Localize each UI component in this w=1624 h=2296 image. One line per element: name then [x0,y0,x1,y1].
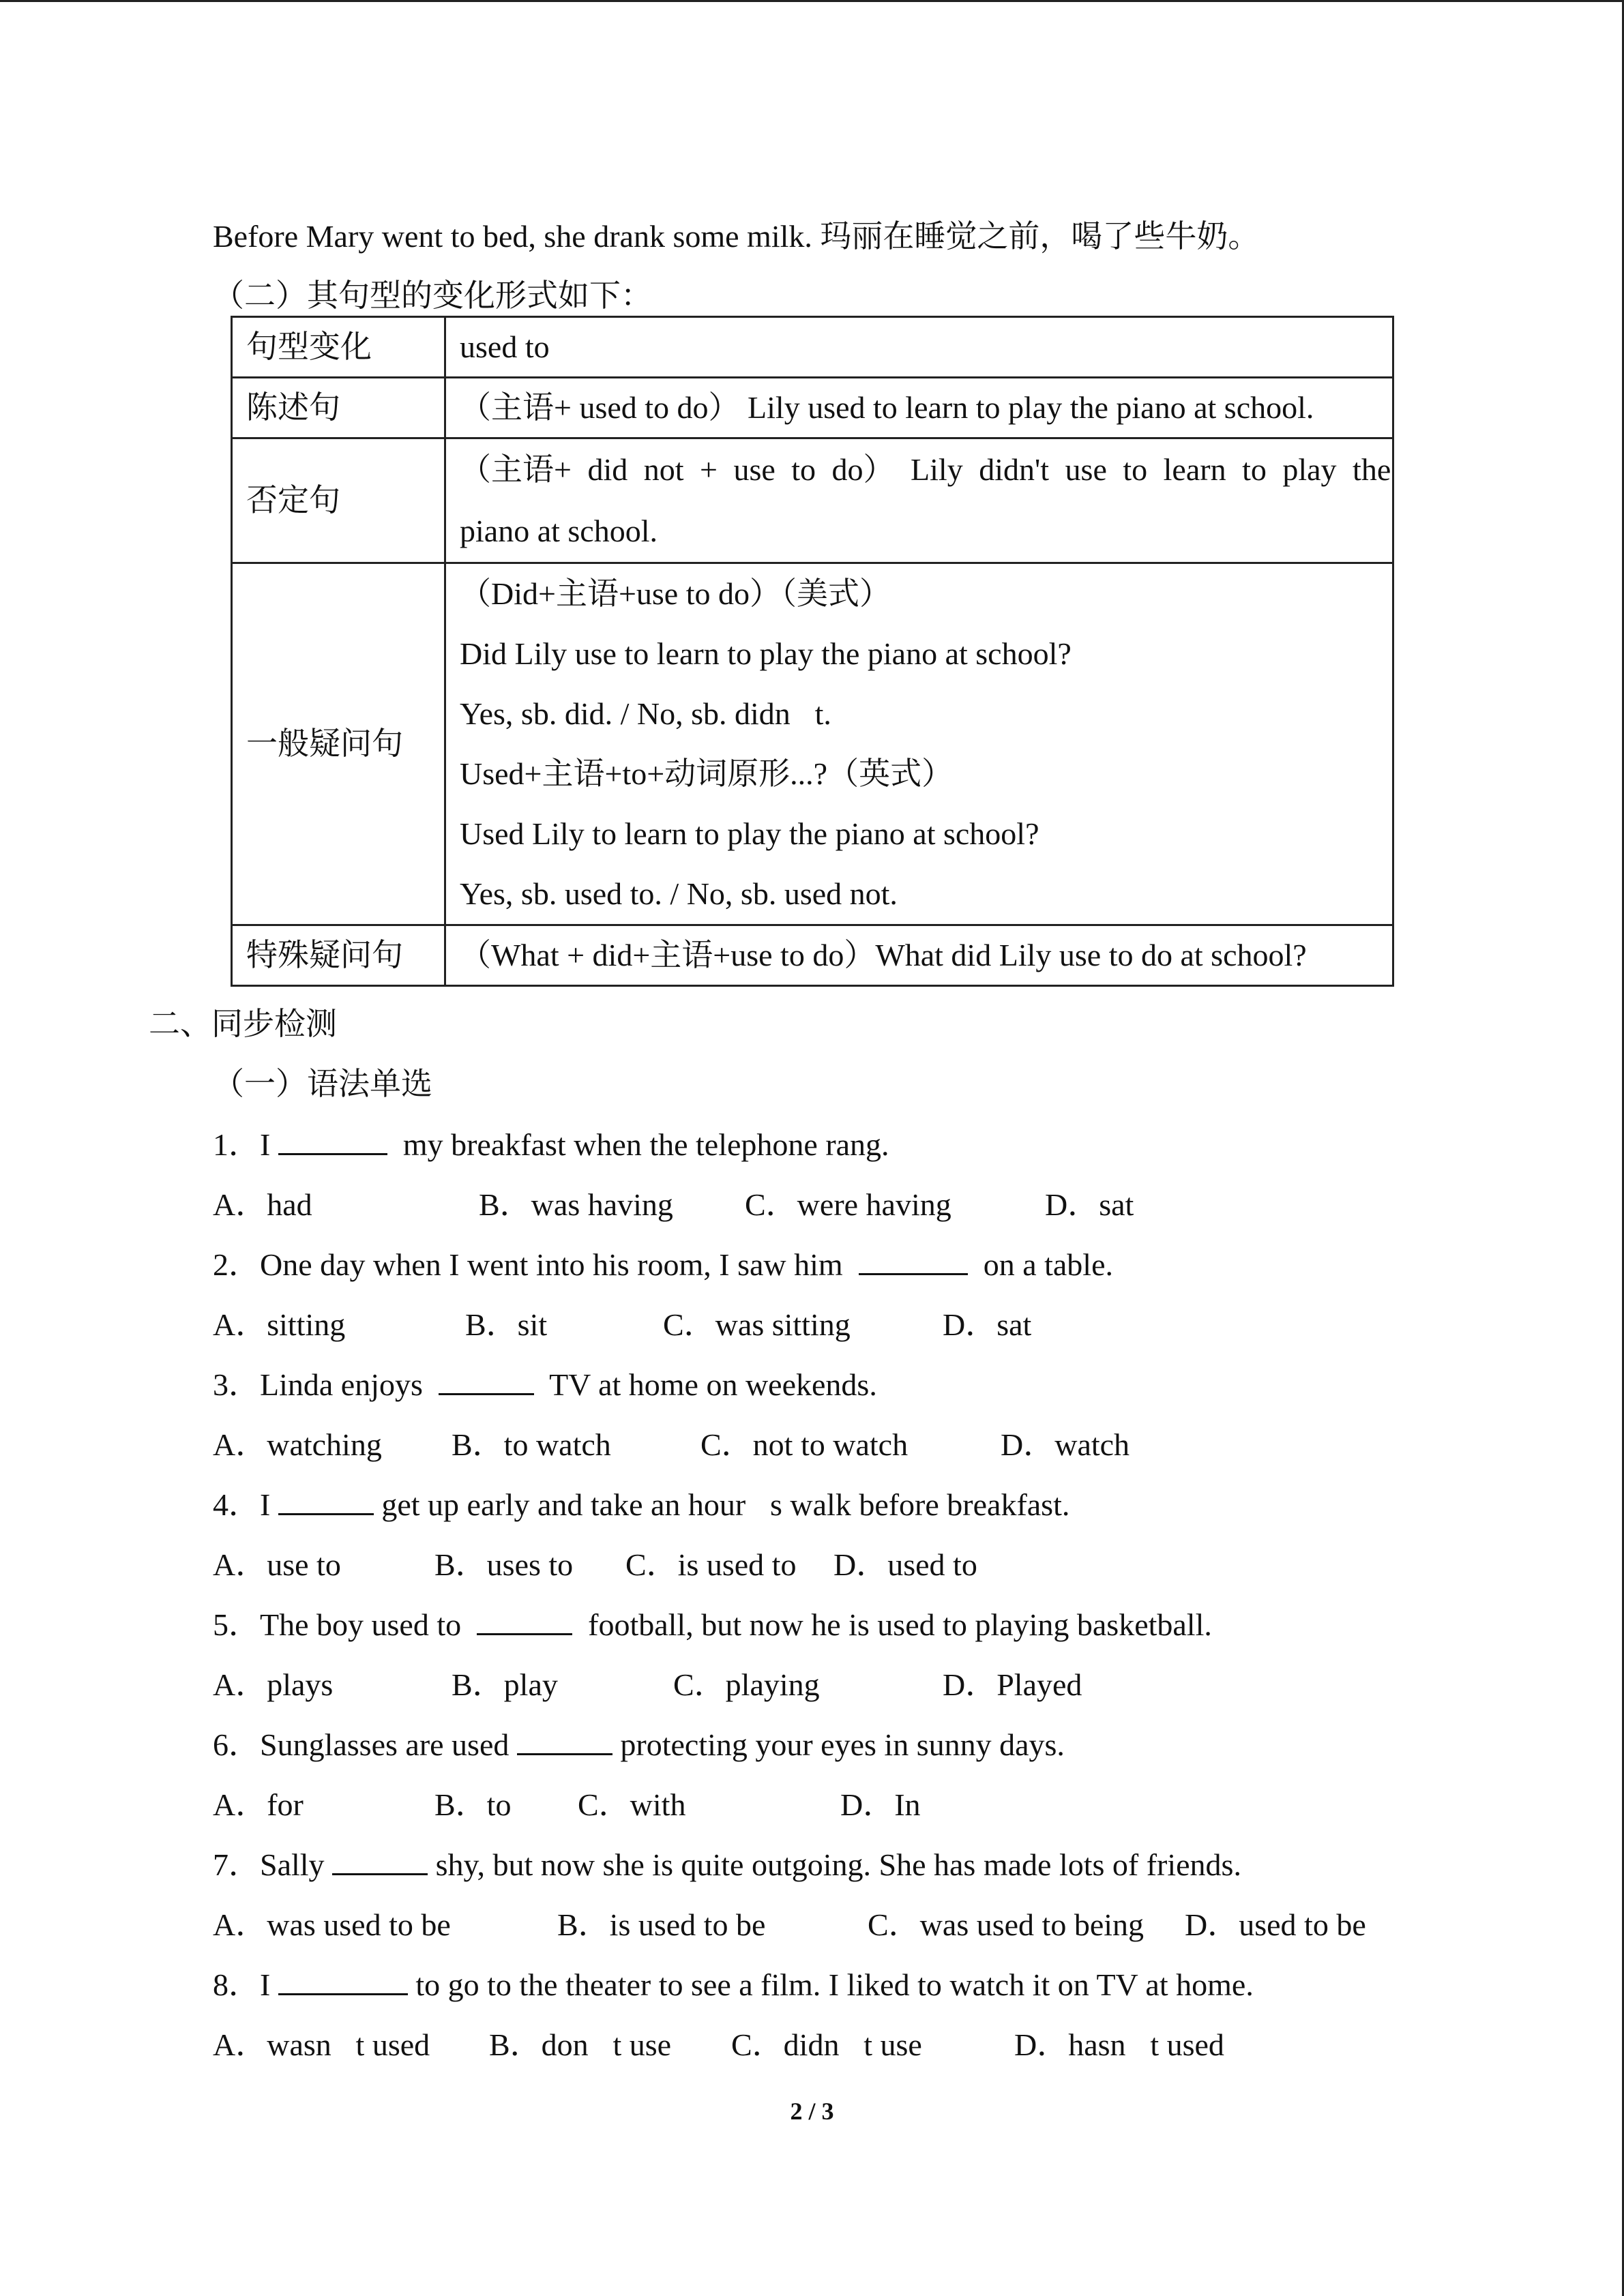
table-row-negative [232,438,1393,563]
negative-label: 否定句 [232,438,445,563]
options-row [213,2022,1413,2082]
general-line: （Did+主语+use to do）（美式） [460,576,891,611]
option-b[interactable]: B．is used to be [557,1907,766,1942]
question-list [213,1122,1413,2082]
option-a[interactable]: A．watching [213,1427,382,1462]
question-text-start: 2．One day when I went into his room, I saw him [213,1247,859,1282]
answer-blank[interactable] [332,1843,428,1875]
question-text-end: shy, but now she is quite outgoing. She has made lots of friends. [428,1847,1241,1882]
question-text-end: my breakfast when the telephone rang. [387,1127,889,1162]
options-row [213,1302,1413,1362]
answer-blank[interactable] [278,1483,374,1515]
general-line: Used Lily to learn to play the piano at school? [460,816,1039,851]
question-text-end: to go to the theater to see a film. I liked to watch it on TV at home. [407,1967,1254,2002]
question-8 [213,1962,1413,2022]
option-b[interactable]: B．to watch [452,1427,611,1462]
table-row-general-question [232,563,1393,925]
question-text-start: 4．I [213,1487,278,1522]
option-d[interactable]: D．sat [943,1307,1032,1342]
option-b[interactable]: B．sit [465,1307,548,1342]
general-line: Yes, sb. used to. / No, sb. used not. [460,876,898,911]
question-3 [213,1362,1413,1422]
question-text-start: 5．The boy used to [213,1607,477,1642]
options-row [213,1902,1413,1962]
header-label: 句型变化 [232,317,445,378]
option-c[interactable]: C．were having [745,1187,951,1222]
question-6 [213,1722,1413,1782]
page-number: 2 / 3 [790,2098,834,2125]
option-d[interactable]: D．used to be [1185,1907,1366,1942]
answer-blank[interactable] [439,1363,534,1395]
question-4 [213,1482,1413,1542]
question-text-end: get up early and take an hour s walk before breakfast. [373,1487,1070,1522]
option-d[interactable]: D．In [840,1787,921,1822]
option-c[interactable]: C．playing [673,1667,820,1702]
option-a[interactable]: A．plays [213,1667,334,1702]
affirmative-label: 陈述句 [232,378,445,438]
option-c[interactable]: C．not to watch [700,1427,909,1462]
option-d[interactable]: D．hasn t used [1014,2027,1224,2062]
special-value: （What + did+主语+use to do）What did Lily use to do at school? [445,925,1393,986]
option-b[interactable]: B．uses to [434,1547,574,1582]
question-text-end: TV at home on weekends. [533,1367,877,1402]
option-b[interactable]: B．to [434,1787,512,1822]
option-c[interactable]: C．was sitting [663,1307,851,1342]
question-text-end: on a table. [967,1247,1113,1282]
special-label: 特殊疑问句 [232,925,445,986]
option-c[interactable]: C．is used to [625,1547,797,1582]
question-7 [213,1842,1413,1902]
answer-blank[interactable] [278,1963,408,1995]
general-line: Did Lily use to learn to play the piano at school? [460,636,1072,671]
question-5 [213,1602,1413,1662]
general-label: 一般疑问句 [232,563,445,925]
answer-blank[interactable] [859,1243,968,1275]
option-d[interactable]: D．sat [1045,1187,1134,1222]
question-text-start: 6．Sunglasses are used [213,1727,517,1762]
option-d[interactable]: D．watch [1001,1427,1130,1462]
option-c[interactable]: C．was used to being [868,1907,1145,1942]
negative-value [445,438,1393,563]
option-a[interactable]: A．use to [213,1547,341,1582]
affirmative-value: （主语+ used to do） Lily used to learn to play the piano at school. [445,378,1393,438]
options-row [213,1422,1413,1482]
header-value: used to [445,317,1393,378]
section-title: 二、同步检测 [149,1007,337,1041]
options-row [213,1542,1413,1602]
form-heading: （二）其句型的变化形式如下： [213,278,652,313]
question-text-start: 8．I [213,1967,278,2002]
option-c[interactable]: C．didn t use [731,2027,922,2062]
answer-blank[interactable] [477,1603,572,1635]
general-value [445,563,1393,925]
question-text-start: 1．I [213,1127,278,1162]
table-row-special-question [232,925,1393,986]
answer-blank[interactable] [517,1723,612,1755]
option-d[interactable]: D．used to [833,1547,977,1582]
options-row [213,1182,1413,1242]
question-text-start: 3．Linda enjoys [213,1367,439,1402]
question-text-end: football, but now he is used to playing basketball. [572,1607,1212,1642]
sentence-form-table [231,316,1394,987]
option-a[interactable]: A．for [213,1787,304,1822]
option-b[interactable]: B．was having [479,1187,673,1222]
table-row-header [232,317,1393,378]
option-d[interactable]: D．Played [943,1667,1082,1702]
negative-value-line-2: piano at school. [460,513,658,548]
general-line: Yes, sb. did. / No, sb. didn t. [460,696,831,731]
option-a[interactable]: A．was used to be [213,1907,451,1942]
negative-value-line-1: （主语+ did not + use to do） Lily didn't use to learn to play the [460,452,1391,487]
option-a[interactable]: A．sitting [213,1307,346,1342]
option-a[interactable]: A．had [213,1187,312,1222]
question-text-end: protecting your eyes in sunny days. [612,1727,1065,1762]
option-b[interactable]: B．don t use [489,2027,672,2062]
table-row-affirmative [232,378,1393,438]
intro-sentence: Before Mary went to bed, she drank some milk. 玛丽在睡觉之前，喝了些牛奶。 [213,219,1260,254]
question-1 [213,1122,1413,1182]
general-line: Used+主语+to+动词原形...?（英式） [460,756,954,791]
option-b[interactable]: B．play [452,1667,558,1702]
section-subtitle: （一）语法单选 [213,1067,432,1101]
question-2 [213,1242,1413,1302]
question-text-start: 7．Sally [213,1847,333,1882]
options-row [213,1662,1413,1722]
option-a[interactable]: A．wasn t used [213,2027,430,2062]
options-row [213,1782,1413,1842]
option-c[interactable]: C．with [578,1787,686,1822]
answer-blank[interactable] [278,1123,387,1155]
